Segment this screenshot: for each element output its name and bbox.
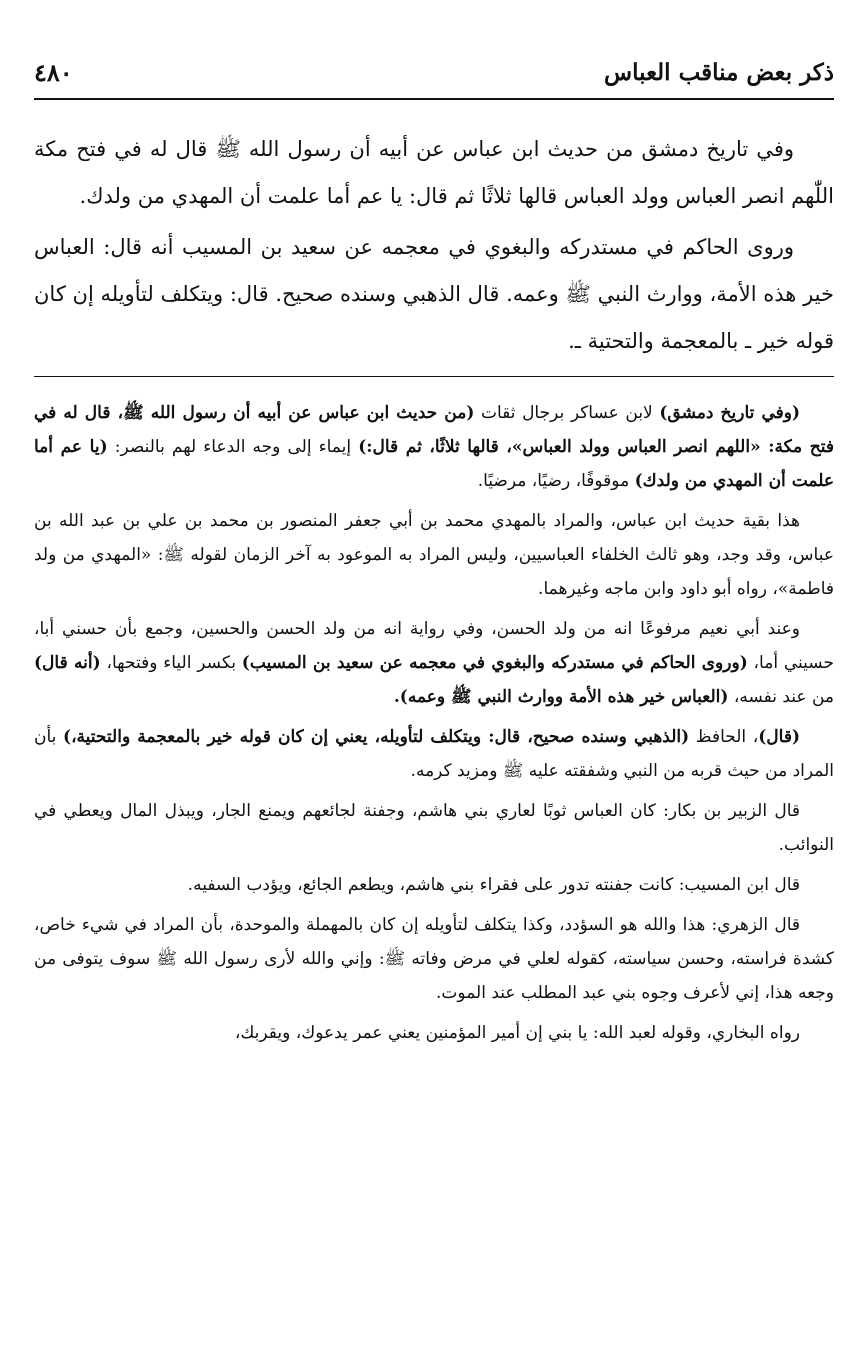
commentary-text: لابن عساكر برجال ثقات: [474, 403, 660, 423]
text-divider: [34, 376, 834, 377]
running-title: ذكر بعض مناقب العباس: [604, 58, 834, 86]
main-text-paragraph: وروى الحاكم في مستدركه والبغوي في معجمه عن سعيد بن المسيب أنه قال: العباس خير هذه الأمة، ووارث النبي ﷺ وعمه. قال الذهبي وسنده صحيح. قال: ويتكلف لتأويله إن كان قوله خير ـ بالمعجمة والتحتية ـ.: [34, 235, 834, 353]
commentary-quoted-text: (من حديث ابن عباس عن أبيه أن رسول الله ﷺ، قال له في فتح مكة: «اللهم انصر العباس وولد العباس»، قالها ثلاثًا، ثم قال:): [34, 403, 834, 457]
commentary-paragraph: هذا بقية حديث ابن عباس، والمراد بالمهدي محمد بن أبي جعفر المنصور بن محمد بن علي بن عبد الله بن عباس، وقد وجد، وهو ثالث الخلفاء العباسيين، وليس المراد به الموعود به آخر الزمان لقوله ﷺ: «المهدي من ولد فاطمة»، رواه أبو داود وابن ماجه وغيرهما.: [34, 511, 834, 599]
commentary-text: وعند أبي نعيم مرفوعًا انه من ولد الحسن، وفي رواية انه من ولد الحسن والحسين، وجمع بأن حسني أبا، حسيني أما،: [34, 619, 834, 673]
commentary-paragraph: [34, 396, 834, 498]
commentary-text: موقوفًا، رضيًا، مرضيًا.: [477, 471, 635, 491]
commentary-text: ، الحافظ: [689, 727, 759, 747]
commentary: [34, 396, 834, 1056]
commentary-quoted-text: (يا عم أما علمت أن المهدي من ولدك): [34, 437, 834, 491]
page-number: ٤٨٠: [34, 57, 73, 87]
main-text: [34, 126, 834, 365]
commentary-quoted-text: (وروى الحاكم في مستدركه والبغوي في معجمه عن سعيد بن المسيب): [241, 653, 748, 673]
main-text-paragraph: وفي تاريخ دمشق من حديث ابن عباس عن أبيه أن رسول الله ﷺ قال له في فتح مكة اللّٰهم انصر العباس وولد العباس قالها ثلاثًا ثم قال: يا عم أما علمت أن المهدي من ولدك.: [34, 137, 834, 208]
commentary-quoted-text: (العباس خير هذه الأمة ووارث النبي ﷺ وعمه).: [393, 687, 729, 707]
commentary-paragraph: رواه البخاري، وقوله لعبد الله: يا بني إن أمير المؤمنين يعني عمر يدعوك، ويقربك،: [234, 1023, 800, 1043]
commentary-paragraph: [34, 612, 834, 714]
commentary-quoted-text: (قال): [758, 727, 800, 747]
commentary-text: بأن المراد من حيث قربه من النبي وشفقته عليه ﷺ ومزيد كرمه.: [34, 727, 834, 781]
header-rule: [34, 98, 834, 100]
commentary-text: بكسر الياء وفتحها،: [100, 653, 242, 673]
commentary-quoted-text: (الذهبي وسنده صحيح، قال: ويتكلف لتأويله، يعني إن كان قوله خير بالمعجمة والتحتية،): [63, 727, 690, 747]
commentary-quoted-text: (أنه قال): [34, 653, 101, 673]
commentary-paragraph: [34, 720, 834, 788]
commentary-paragraph: قال الزهري: هذا والله هو السؤدد، وكذا يتكلف لتأويله إن كان بالمهملة والموحدة، بأن المراد في شيء خاص، كشدة فراسته، وحسن سياسته، كقوله لعلي في مرض وفاته ﷺ: وإني والله لأرى رسول الله ﷺ سوف يتوفى من وجعه هذا، إني لأعرف وجوه بني عبد المطلب عند الموت.: [34, 915, 835, 1003]
commentary-quoted-text: (وفي تاريخ دمشق): [659, 403, 801, 423]
commentary-paragraph: قال ابن المسيب: كانت جفنته تدور على فقراء بني هاشم، ويطعم الجائع، ويؤدب السفيه.: [187, 875, 800, 895]
commentary-text: إيماء إلى وجه الدعاء لهم بالنصر:: [107, 437, 359, 457]
commentary-paragraph: قال الزبير بن بكار: كان العباس ثوبًا لعاري بني هاشم، وجفنة لجائعهم ويمنع الجار، ويبذل المال ويعطي في النوائب.: [34, 801, 834, 855]
page-header: [34, 52, 834, 92]
commentary-text: من عند نفسه،: [728, 687, 834, 707]
